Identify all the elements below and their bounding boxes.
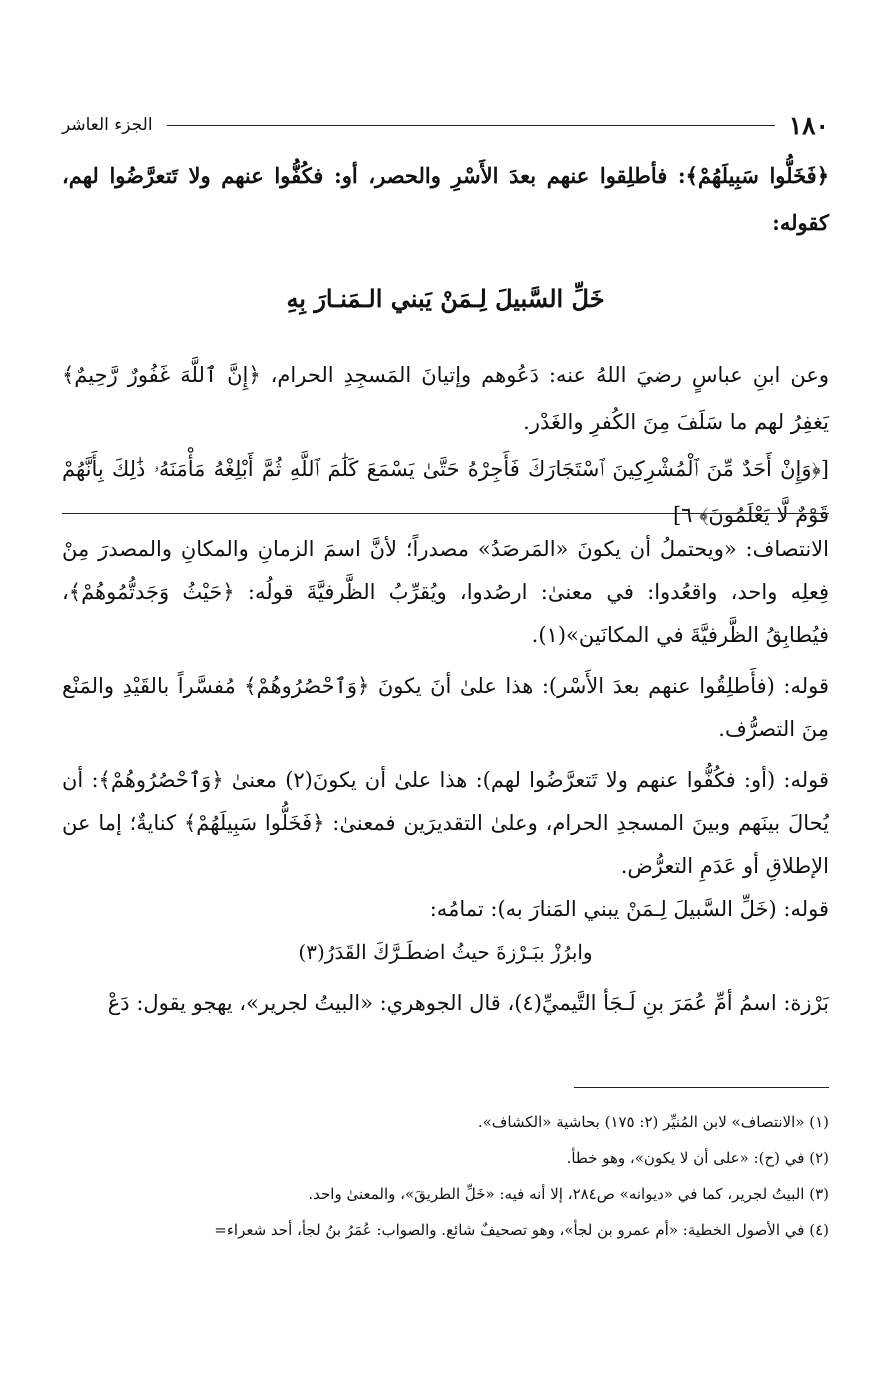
footnotes (62, 1104, 829, 1248)
poem-line: وابرُزْ ببَـرْزةَ حيثُ اضطَـرَّكَ القَدَرُ(٣) (298, 940, 593, 964)
page-number: ١٨٠ (788, 110, 829, 140)
footnote-1: (١) «الانتصاف» لابن المُنيِّر (٢: ١٧٥) بحاشية «الكشاف». (477, 1113, 829, 1131)
gloss-paragraph-2: قوله: (فأَطلِقُوا عنهم بعدَ الأَسْر): هذا علىٰ أنَ يكونَ ﴿وَٱحْصُرُوهُمْ﴾ مُفسَّراً بالقَيْدِ والمَنْع مِنَ التصرُّف. (62, 674, 829, 741)
commentary-paragraph-2: وعن ابنِ عباسٍ رضيَ اللهُ عنه: دَعُوهم وإتيانَ المَسجِدِ الحرام، ﴿إِنَّ ٱللَّهَ غَفُورٌ رَّحِيمٌ﴾ يَغفِرُ لهم ما سَلَفَ مِنَ الكُفرِ والغَدْر. (62, 363, 829, 434)
poetry-verse: خَلِّ السَّبيلَ لِـمَنْ يَبني الـمَنـارَ بِهِ (286, 284, 605, 313)
quran-verse: [﴿وَإِنْ أَحَدٌ مِّنَ ٱلْمُشْرِكِينَ ٱسْتَجَارَكَ فَأَجِرْهُ حَتَّىٰ يَسْمَعَ كَلَٰمَ ٱللَّهِ ثُمَّ أَبْلِغْهُ مَأْمَنَهُۥ ذَٰلِكَ بِأَنَّهُمْ قَوْمٌ لَّا يَعْلَمُونَ﴾ ٦] (62, 457, 829, 527)
section-divider (62, 513, 829, 514)
gloss-text (62, 528, 829, 1025)
header-rule (167, 125, 775, 126)
page-header (62, 110, 829, 140)
footnote-3: (٣) البيتُ لجرير، كما في «ديوانه» ص٢٨٤، إلا أنه فيه: «خَلِّ الطريقَ»، والمعنىٰ واحد. (308, 1185, 829, 1203)
footnote-2: (٢) في (ح): «على أن لا يكون»، وهو خطأ. (566, 1149, 829, 1167)
gloss-paragraph-1: الانتصاف: «ويحتملُ أن يكونَ «المَرصَدُ» مصدراً؛ لأنَّ اسمَ الزمانِ والمكانِ والمصدرَ مِنْ فِعلِه واحد، واقعُدوا: في معنىٰ: ارصُدوا، ويُقرِّبُ الظَّرفيَّةَ قولُه: ﴿حَيْثُ وَجَدتُّمُوهُمْ﴾، فيُطابِقُ الظَّرفيَّةَ في المكانَين»(١). (62, 537, 829, 647)
gloss-paragraph-3: قوله: (أو: فكُفُّوا عنهم ولا تَتعرَّضُوا لهم): هذا علىٰ أن يكونَ(٢) معنىٰ ﴿وَٱحْصُرُوهُمْ﴾: أن يُحالَ بينَهم وبينَ المسجدِ الحرام، وعلىٰ التقديرَين فمعنىٰ: ﴿فَخَلُّوا سَبِيلَهُمْ﴾ كنايةٌ؛ إما عن الإطلاقِ أو عَدَمِ التعرُّض. (62, 768, 829, 878)
gloss-paragraph-4: قوله: (خَلِّ السَّبيلَ لِـمَنْ يبني المَنارَ به): تمامُه: (429, 897, 829, 921)
gloss-paragraph-5: بَرْزة: اسمُ أمِّ عُمَرَ بنِ لَـجَأ التَّيميِّ(٤)، قال الجوهري: «البيتُ لجرير»، يهجو يقول: دَعْ (107, 991, 829, 1015)
commentary-text (62, 152, 829, 538)
volume-title: الجزء العاشر (62, 115, 153, 135)
commentary-paragraph-1: ﴿فَخَلُّوا سَبِيلَهُمْ﴾: فأطلِقوا عنهم بعدَ الأَسْرِ والحصر، أو: فكُفُّوا عنهم ولا تَتعرَّضُوا لهم، كقوله: (62, 163, 829, 235)
footnote-4: (٤) في الأصول الخطية: «أم عمرو بن لجأ»، وهو تصحيفٌ شائع. والصواب: عُمَرُ بنُ لجأ، أحد شعراء= (214, 1221, 829, 1239)
footnote-divider (574, 1087, 829, 1088)
